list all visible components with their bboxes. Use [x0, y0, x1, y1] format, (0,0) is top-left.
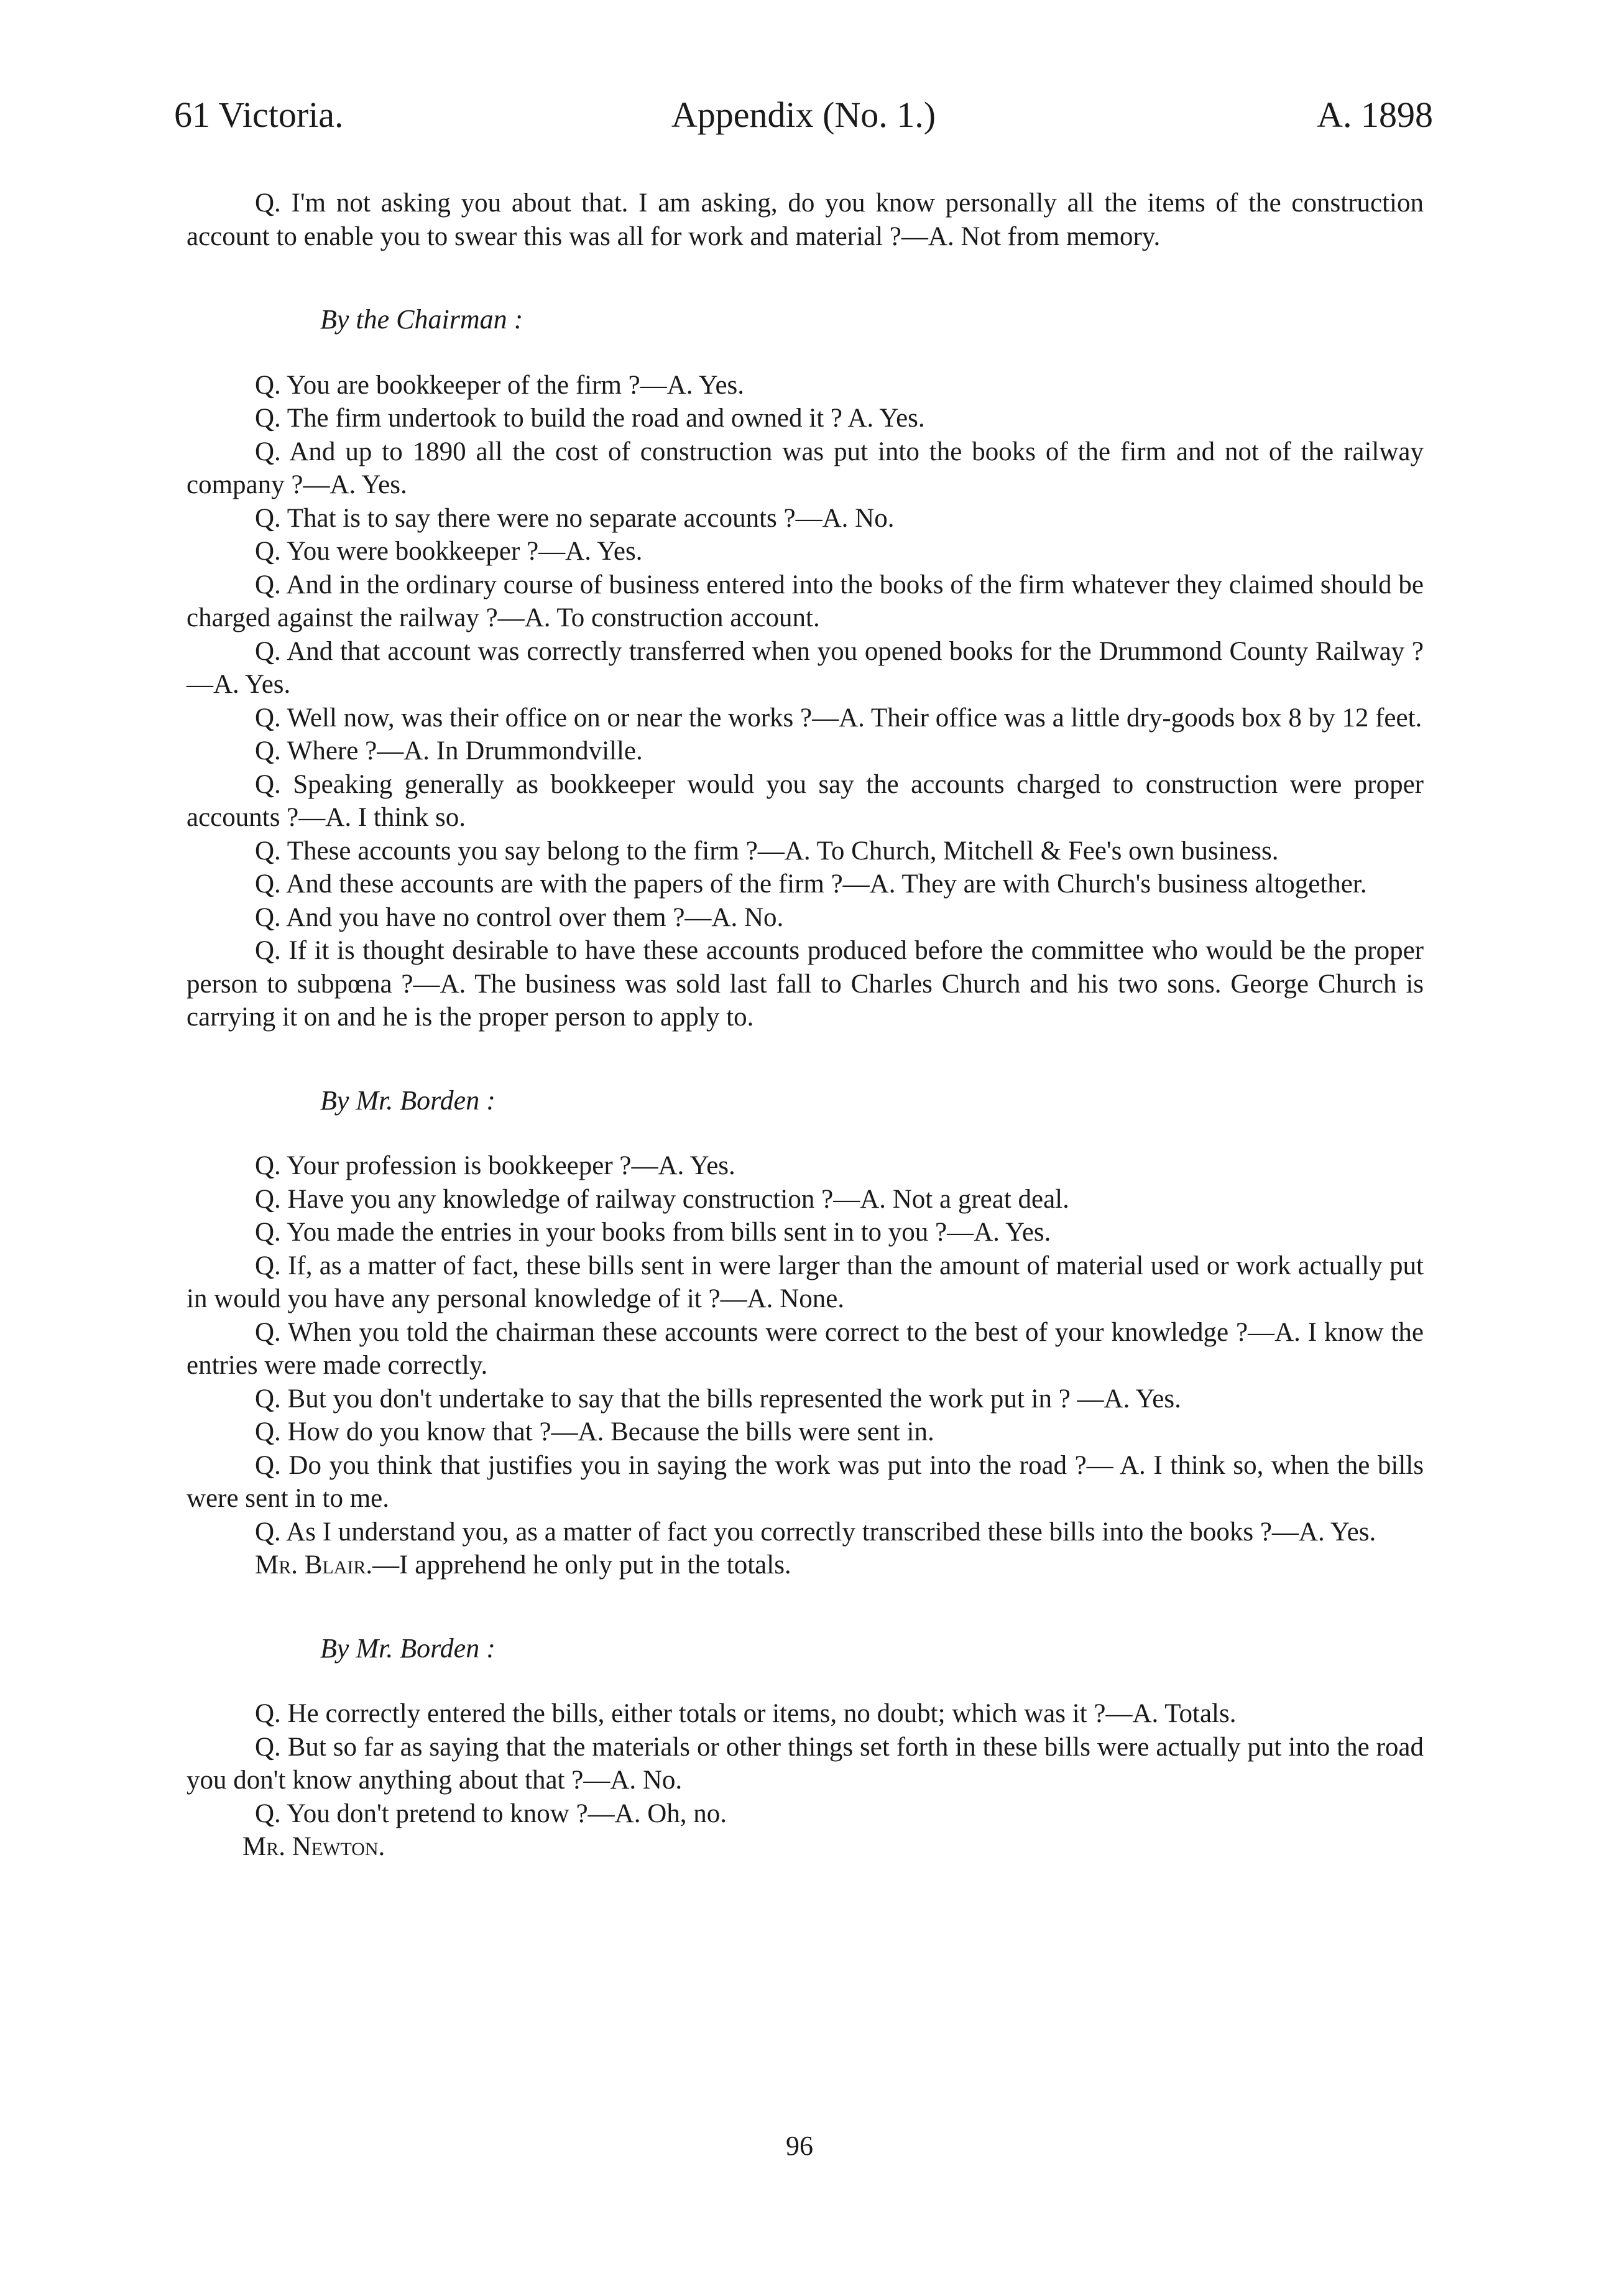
- qa-paragraph: Q. Well now, was their office on or near the works ?—A. Their office was a little dry-goods box 8 by 12 feet.: [255, 703, 1422, 733]
- section-borden-1: [187, 1149, 1424, 1582]
- speaker-text: —I apprehend he only put in the totals.: [372, 1550, 791, 1580]
- section-heading-chairman: By the Chairman :: [320, 304, 523, 335]
- qa-paragraph: Q. The firm undertook to build the road and owned it ? A. Yes.: [255, 404, 925, 433]
- qa-paragraph: Q. You are bookkeeper of the firm ?—A. Yes.: [255, 370, 745, 400]
- qa-paragraph: Q. Speaking generally as bookkeeper would you say the accounts charged to construction were proper accounts ?—A. I think so.: [187, 769, 1424, 832]
- final-speaker: Mr. Newton.: [242, 1832, 385, 1861]
- page-header: [174, 87, 1433, 143]
- section-borden-2: [187, 1697, 1424, 1864]
- qa-paragraph: Q. And that account was correctly transferred when you opened books for the Drummond County Railway ?—A. Yes.: [187, 636, 1424, 699]
- page-body: [187, 187, 1424, 1864]
- qa-paragraph: Q. And in the ordinary course of business entered into the books of the firm whatever they claimed should be charged against the railway ?—A. To construction account.: [187, 570, 1424, 632]
- qa-paragraph: Q. But you don't undertake to say that the bills represented the work put in ? —A. Yes.: [255, 1384, 1181, 1414]
- page-number: 96: [786, 2131, 813, 2161]
- qa-paragraph: Q. Do you think that justifies you in saying the work was put into the road ?— A. I think so, when the bills were sent in to me.: [187, 1450, 1424, 1513]
- speaker-remark: [187, 1548, 1424, 1582]
- qa-paragraph: Q. And these accounts are with the papers of the firm ?—A. They are with Church's business altogether.: [255, 869, 1367, 899]
- qa-paragraph: Q. If it is thought desirable to have these accounts produced before the committee who would be the proper person to subpœna ?—A. The business was sold last fall to Charles Church and his two sons. George Church is carrying it on and he is the proper person to apply to.: [187, 936, 1424, 1032]
- header-left: 61 Victoria.: [174, 95, 344, 135]
- qa-paragraph: Q. But so far as saying that the materials or other things set forth in these bills were actually put into the road you don't know anything about that ?—A. No.: [187, 1732, 1424, 1795]
- qa-paragraph: Q. Have you any knowledge of railway construction ?—A. Not a great deal.: [255, 1184, 1069, 1214]
- qa-paragraph: Q. And up to 1890 all the cost of construction was put into the books of the firm and not of the railway company ?—A. Yes.: [187, 437, 1424, 499]
- qa-paragraph: Q. You don't pretend to know ?—A. Oh, no.: [255, 1798, 727, 1828]
- section-chairman: [187, 369, 1424, 1034]
- qa-paragraph: Q. Where ?—A. In Drummondville.: [255, 736, 643, 766]
- qa-paragraph: Q. He correctly entered the bills, either totals or items, no doubt; which was it ?—A. Totals.: [255, 1699, 1237, 1728]
- qa-paragraph: Q. These accounts you say belong to the firm ?—A. To Church, Mitchell & Fee's own business.: [255, 836, 1279, 866]
- qa-paragraph: Q. You made the entries in your books from bills sent in to you ?—A. Yes.: [255, 1218, 1051, 1247]
- section-heading-borden-2: By Mr. Borden :: [320, 1632, 495, 1664]
- intro-paragraph: Q. I'm not asking you about that. I am asking, do you know personally all the items of the construction account to enable you to swear this was all for work and material ?—A. Not from memory.: [187, 188, 1424, 251]
- qa-paragraph: Q. When you told the chairman these accounts were correct to the best of your knowledge ?—A. I know the entries were made correctly.: [187, 1317, 1424, 1380]
- section-heading-borden-1: By Mr. Borden :: [320, 1085, 495, 1116]
- qa-paragraph: Q. That is to say there were no separate accounts ?—A. No.: [255, 503, 895, 533]
- speaker-name: Mr. Blair.: [255, 1550, 373, 1580]
- qa-paragraph: Q. Your profession is bookkeeper ?—A. Yes.: [255, 1151, 735, 1180]
- qa-paragraph: Q. And you have no control over them ?—A. No.: [255, 902, 784, 932]
- qa-paragraph: Q. If, as a matter of fact, these bills sent in were larger than the amount of material used or work actually put in would you have any personal knowledge of it ?—A. None.: [187, 1251, 1424, 1313]
- qa-paragraph: Q. As I understand you, as a matter of fact you correctly transcribed these bills into the books ?—A. Yes.: [255, 1517, 1376, 1547]
- qa-paragraph: Q. How do you know that ?—A. Because the bills were sent in.: [255, 1417, 934, 1447]
- header-right: A. 1898: [1317, 95, 1433, 135]
- header-center: Appendix (No. 1.): [671, 95, 936, 135]
- qa-paragraph: Q. You were bookkeeper ?—A. Yes.: [255, 537, 643, 566]
